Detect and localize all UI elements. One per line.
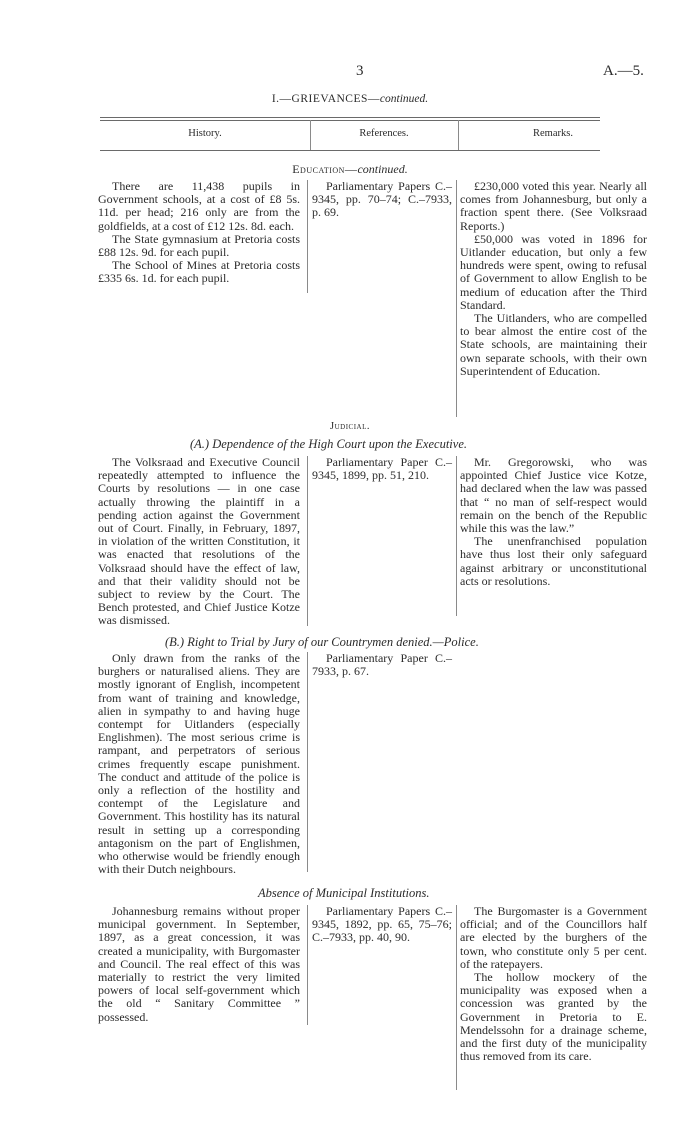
education-history (98, 180, 300, 286)
judicial-a-history (98, 456, 300, 628)
header-rule-bottom (100, 150, 600, 151)
education-heading-continued: continued. (357, 162, 408, 176)
column-header-history: History. (188, 128, 222, 139)
education-remarks-paragraph: £230,000 voted this year. Nearly all comes from Johannesburg, but only a fraction spent there. (See Volksraad Reports.) (460, 179, 647, 233)
page-title-main: I.—GRIEVANCES— (271, 93, 380, 105)
municipal-remarks-paragraph: The hollow mockery of the municipality was exposed when a concession was granted by the Government in Pretoria to E. Mendelssohn for a drainage scheme, and the first duty of the municipality thus removed from its care. (460, 970, 647, 1064)
page-title (0, 93, 700, 105)
subheading-judicial-b: (B.) Right to Trial by Jury of our Countrymen denied.—Police. (165, 635, 479, 649)
judicial-a-history-text: The Volksraad and Executive Council repeatedly attempted to influence the Courts by resolutions — in one case actually throwing the plaintiff in a pending action against the Government out of Court. Finally, in February, 1897, in violation of the written Constitution, it was enacted that resolutions of the Volksraad should have the effect of law, and that their validity should not be subject to review by the Court. The Bench protested, and Chief Justice Kotze was dismissed. (98, 455, 300, 628)
judicial-b-history (98, 652, 300, 876)
page-title-continued: continued. (379, 93, 429, 105)
education-remarks-paragraph: The Uitlanders, who are compelled to bear almost the entire cost of the State schools, are maintaining their own separate schools, with their own Superintendent of Education. (460, 311, 647, 378)
divider-municipal-2 (456, 905, 457, 1090)
education-history-paragraph: The State gymnasium at Pretoria costs £88 12s. 9d. for each pupil. (98, 231, 300, 260)
education-references (312, 180, 452, 220)
divider-municipal-1 (307, 905, 308, 1025)
municipal-references (312, 905, 452, 945)
divider-judicial-a-2 (456, 456, 457, 616)
judicial-a-remarks (460, 456, 647, 588)
header-divider-1 (310, 120, 311, 150)
judicial-a-remarks-paragraph: The unenfranchised population have thus lost their only safeguard against arbitrary or unconstitutional acts or resolutions. (460, 534, 647, 588)
municipal-remarks-paragraph: The Burgomaster is a Government official; and of the Councillors half are elected by the burghers of the town, who constitute only 5 per cent. of the ratepayers. (460, 904, 647, 971)
judicial-b-references (312, 652, 452, 678)
judicial-a-remarks-paragraph: Mr. Gregorowski, who was appointed Chief Justice vice Kotze, had declared when the law was passed that “ no man of self-respect would remain on the bench of the Republic while this was the law.” (460, 455, 647, 536)
municipal-history-text: Johannesburg remains without proper municipal government. In September, 1897, as a great concession, it was created a municipality, with Burgomaster and Council. The real effect of this was materially to restrict the very limited powers of local self-government which the old “ Sanitary Committee ” possessed. (98, 904, 300, 1024)
header-rule-top (100, 117, 600, 118)
section-heading-judicial: Judicial. (330, 421, 370, 432)
education-remarks-paragraph: £50,000 was voted in 1896 for Uitlander education, but only a few hundreds were spent, owing to refusal of Government to allow English to be medium of education after the Third Standard. (460, 231, 647, 312)
judicial-b-history-text: Only drawn from the ranks of the burghers or naturalised aliens. They are mostly ignorant of English, incompetent from want of training and knowledge, alien in sympathy to and having huge contempt for Uitlanders (especially Englishmen). The most serious crime is rampant, and perpetrators of serious crimes frequently escape punishment. The conduct and attitude of the police is only a reflection of the hostility and contempt of the Legislature and Government. This hostility has its natural result in setting up a corresponding antagonism on the part of Englishmen, who otherwise would be friendly enough with their Dutch neighbours. (98, 651, 300, 877)
education-remarks (460, 180, 647, 378)
divider-education-2 (456, 180, 457, 417)
judicial-b-references-text: Parliamentary Paper C.–7933, p. 67. (312, 651, 452, 679)
municipal-history (98, 905, 300, 1024)
section-heading-education (0, 162, 700, 177)
subheading-municipal: Absence of Municipal Institutions. (258, 886, 430, 900)
column-header-remarks: Remarks. (533, 128, 573, 139)
divider-judicial-a-1 (307, 456, 308, 626)
judicial-a-references-text: Parliamentary Paper C.–9345, 1899, pp. 51, 210. (312, 455, 452, 483)
subheading-judicial-a: (A.) Dependence of the High Court upon the Executive. (190, 437, 467, 451)
education-history-paragraph: There are 11,438 pupils in Government schools, at a cost of £8 5s. 11d. per head; 216 only are from the goldfields, at a cost of £12 12s. 8d. each. (98, 179, 300, 233)
education-history-paragraph: The School of Mines at Pretoria costs £335 6s. 1d. for each pupil. (98, 258, 300, 286)
municipal-remarks (460, 905, 647, 1063)
column-header-references: References. (359, 128, 409, 139)
divider-judicial-b-1 (307, 652, 308, 872)
header-divider-2 (458, 120, 459, 150)
municipal-references-text: Parliamentary Papers C.–9345, 1892, pp. 65, 75–76; C.–7933, pp. 40, 90. (312, 904, 452, 945)
education-references-text: Parliamentary Papers C.–9345, pp. 70–74; C.–7933, p. 69. (312, 179, 452, 220)
header-rule-top-double (100, 120, 600, 121)
judicial-a-references (312, 456, 452, 482)
document-reference: A.—5. (603, 63, 644, 79)
page-number: 3 (356, 63, 364, 79)
divider-education-1 (307, 180, 308, 293)
education-heading-main: Education— (292, 162, 358, 176)
